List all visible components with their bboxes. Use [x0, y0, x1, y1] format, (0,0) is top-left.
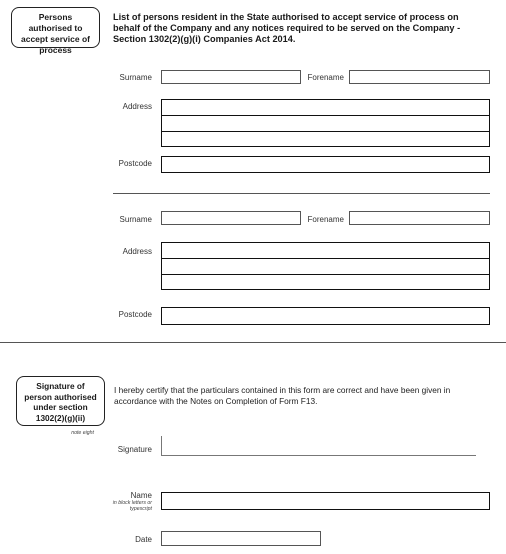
address-line-1-2[interactable] — [162, 116, 489, 132]
persons-section-heading-text: List of persons resident in the State authorised to accept service of process on behalf of the Company and any notices required to be served on the Company - Section 1302(2)(g)(i) Companies Act 2014. — [113, 12, 461, 44]
name-label: Name — [130, 491, 152, 500]
address-field-1[interactable] — [161, 99, 490, 147]
note-eight — [40, 430, 94, 436]
postcode-field-1[interactable] — [161, 156, 490, 173]
persons-authorised-badge-text: Persons authorised to accept service of process — [21, 12, 90, 55]
signature-authorised-badge — [16, 376, 105, 426]
postcode-label-2: Postcode — [118, 310, 152, 319]
date-label: Date — [135, 535, 152, 544]
forename-label-1: Forename — [307, 73, 344, 82]
forename-field-2[interactable] — [349, 211, 490, 225]
address-field-2[interactable] — [161, 242, 490, 290]
forename-field-1[interactable] — [349, 70, 490, 84]
surname-label-1: Surname — [119, 73, 152, 82]
address-line-1-1[interactable] — [162, 100, 489, 116]
postcode-field-2[interactable] — [161, 307, 490, 325]
signature-authorised-badge-text: Signature of person authorised under section 1302(2)(g)(ii) — [24, 381, 97, 423]
surname-field-1[interactable] — [161, 70, 301, 84]
surname-field-2[interactable] — [161, 211, 301, 225]
person-divider — [113, 193, 490, 194]
name-field[interactable] — [161, 492, 490, 510]
surname-label-2: Surname — [119, 215, 152, 224]
address-line-2-1[interactable] — [162, 243, 489, 259]
address-label-1: Address — [122, 102, 152, 111]
certification-text: I hereby certify that the particulars contained in this form are correct and have been given in accordance with the Notes on Completion of Form F13. — [114, 385, 451, 406]
note-eight-text: note eight — [71, 430, 94, 436]
certification-statement — [114, 385, 486, 407]
name-hint — [100, 500, 152, 512]
persons-authorised-badge — [11, 7, 100, 55]
address-label-2: Address — [122, 247, 152, 256]
name-hint-text: in block letters or typescript — [112, 500, 152, 512]
address-line-2-2[interactable] — [162, 259, 489, 275]
section-divider — [0, 342, 506, 343]
signature-field[interactable] — [161, 436, 476, 456]
signature-label: Signature — [117, 445, 152, 454]
address-line-1-3[interactable] — [162, 132, 489, 148]
date-field[interactable] — [161, 531, 321, 546]
persons-section-heading — [113, 12, 485, 45]
forename-label-2: Forename — [307, 215, 344, 224]
postcode-label-1: Postcode — [118, 159, 152, 168]
address-line-2-3[interactable] — [162, 275, 489, 291]
